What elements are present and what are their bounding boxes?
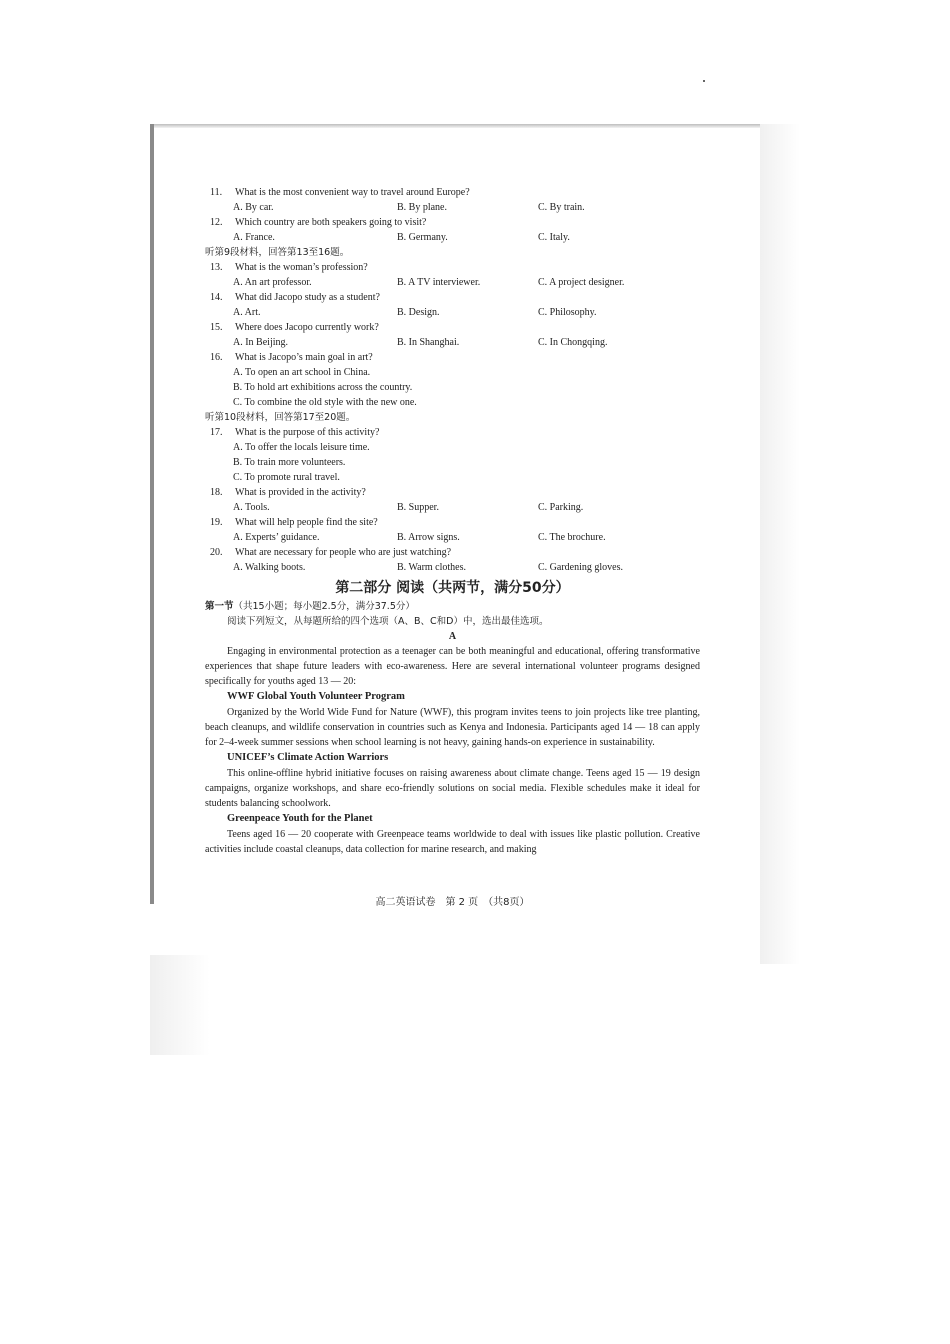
question-stem <box>205 185 700 200</box>
option-a: A. By car. <box>233 202 274 213</box>
question-number: 15. <box>210 322 223 333</box>
option-b: B. To train more volunteers. <box>233 457 346 468</box>
option-row <box>205 200 700 215</box>
scan-edge-bottom-left <box>150 955 210 1055</box>
question-number: 13. <box>210 262 223 273</box>
option-c: C. Philosophy. <box>538 307 597 318</box>
question-stem <box>205 515 700 530</box>
scan-speck <box>703 80 705 82</box>
option-c: C. The brochure. <box>538 532 606 543</box>
question-stem <box>205 320 700 335</box>
exam-page-content <box>205 185 700 857</box>
program-description: Teens aged 16 — 20 cooperate with Greenpeace teams worldwide to deal with issues like plastic pollution. Creative activities include coastal cleanups, data collection for marine research, and making <box>205 829 700 855</box>
option-a: A. Experts’ guidance. <box>233 532 320 543</box>
option-c: C. Gardening gloves. <box>538 562 623 573</box>
question-text: What are necessary for people who are just watching? <box>235 547 452 558</box>
option-row <box>205 335 700 350</box>
question-text: What is the woman’s profession? <box>235 262 368 273</box>
option-b: B. Supper. <box>397 502 439 513</box>
part-two-title: 第二部分 阅读（共两节，满分50分） <box>335 580 570 596</box>
option-c: C. To combine the old style with the new one. <box>233 397 417 408</box>
question-stem <box>205 485 700 500</box>
scan-edge-top <box>150 124 800 128</box>
question-number: 14. <box>210 292 223 303</box>
option-a: A. To open an art school in China. <box>233 367 371 378</box>
question-number: 20. <box>210 547 223 558</box>
passage-intro: Engaging in environmental protection as a teenager can be both meaningful and educational, offering transformative experiences that shape future leaders with eco-awareness. Here are several international volunteer programs designed specifically for youths aged 13 — 20: <box>205 646 700 687</box>
question-group-18-20 <box>205 485 700 575</box>
option-row <box>205 470 700 485</box>
option-row <box>205 395 700 410</box>
option-row <box>205 500 700 515</box>
question-text: What is the most convenient way to travel around Europe? <box>235 187 470 198</box>
page-footer: 高二英语试卷 第 2 页 （共8页） <box>375 897 530 908</box>
listening-note-9: 听第9段材料，回答第13至16题。 <box>205 247 350 258</box>
question-number: 19. <box>210 517 223 528</box>
program-description: Organized by the World Wide Fund for Nature (WWF), this program invites teens to join projects like tree planting, beach cleanups, and wildlife conservation in countries such as Kenya and Indonesia. Participants aged 14 — 18 can apply for 2–4-week summer sessions when school learning is not heavy, gaining hands-on experience in sustainability. <box>205 707 700 748</box>
option-a: A. Walking boots. <box>233 562 306 573</box>
option-b: B. In Shanghai. <box>397 337 460 348</box>
section-one-heading <box>205 599 700 614</box>
option-row <box>205 230 700 245</box>
option-c: C. To promote rural travel. <box>233 472 340 483</box>
option-row <box>205 380 700 395</box>
question-16 <box>205 350 700 410</box>
question-text: What is Jacopo’s main goal in art? <box>235 352 373 363</box>
option-b: B. Germany. <box>397 232 448 243</box>
question-number: 12. <box>210 217 223 228</box>
question-text: What is provided in the activity? <box>235 487 366 498</box>
option-a: A. In Beijing. <box>233 337 288 348</box>
question-stem <box>205 545 700 560</box>
question-text: What will help people find the site? <box>235 517 378 528</box>
option-b: B. Design. <box>397 307 440 318</box>
program-title: Greenpeace Youth for the Planet <box>227 813 373 824</box>
option-b: B. Arrow signs. <box>397 532 460 543</box>
option-a: A. An art professor. <box>233 277 312 288</box>
program-description: This online-offline hybrid initiative focuses on raising awareness about climate change. Teens aged 15 — 19 design campaigns, organize workshops, and share eco-friendly solutions on social media. Flexible schedules make it ideal for students balancing schoolwork. <box>205 768 700 809</box>
question-number: 18. <box>210 487 223 498</box>
section-one-desc: （共15小题；每小题2.5分，满分37.5分） <box>233 601 415 612</box>
option-row <box>205 560 700 575</box>
question-text: What is the purpose of this activity? <box>235 427 380 438</box>
option-c: C. In Chongqing. <box>538 337 608 348</box>
section-one-title: 第一节 <box>205 601 234 612</box>
question-text: What did Jacopo study as a student? <box>235 292 380 303</box>
option-b: B. To hold art exhibitions across the country. <box>233 382 413 393</box>
question-stem <box>205 350 700 365</box>
question-stem <box>205 215 700 230</box>
question-stem <box>205 425 700 440</box>
question-stem <box>205 290 700 305</box>
passage-label: A <box>448 631 457 642</box>
program-title: UNICEF’s Climate Action Warriors <box>227 752 389 763</box>
option-row <box>205 440 700 455</box>
option-row <box>205 305 700 320</box>
program-title: WWF Global Youth Volunteer Program <box>227 691 405 702</box>
question-number: 16. <box>210 352 223 363</box>
reading-instruction: 阅读下列短文，从每题所给的四个选项（A、B、C和D）中，选出最佳选项。 <box>227 616 549 627</box>
option-a: A. France. <box>233 232 275 243</box>
option-b: B. Warm clothes. <box>397 562 466 573</box>
option-row <box>205 365 700 380</box>
option-c: C. Parking. <box>538 502 584 513</box>
program-list <box>205 689 700 857</box>
option-c: C. By train. <box>538 202 585 213</box>
question-text: Which country are both speakers going to visit? <box>235 217 427 228</box>
option-a: A. Tools. <box>233 502 270 513</box>
option-row <box>205 275 700 290</box>
option-a: A. To offer the locals leisure time. <box>233 442 370 453</box>
listening-note-10: 听第10段材料，回答第17至20题。 <box>205 412 356 423</box>
option-c: C. A project designer. <box>538 277 625 288</box>
question-17 <box>205 425 700 485</box>
question-number: 11. <box>210 187 223 198</box>
option-b: B. By plane. <box>397 202 447 213</box>
question-group-11-12 <box>205 185 700 245</box>
option-b: B. A TV interviewer. <box>397 277 481 288</box>
question-stem <box>205 260 700 275</box>
option-row <box>205 530 700 545</box>
scan-edge-left <box>150 124 154 904</box>
option-a: A. Art. <box>233 307 261 318</box>
scan-edge-right <box>760 124 800 964</box>
option-c: C. Italy. <box>538 232 570 243</box>
question-group-13-15 <box>205 260 700 350</box>
question-text: Where does Jacopo currently work? <box>235 322 379 333</box>
question-number: 17. <box>210 427 223 438</box>
option-row <box>205 455 700 470</box>
